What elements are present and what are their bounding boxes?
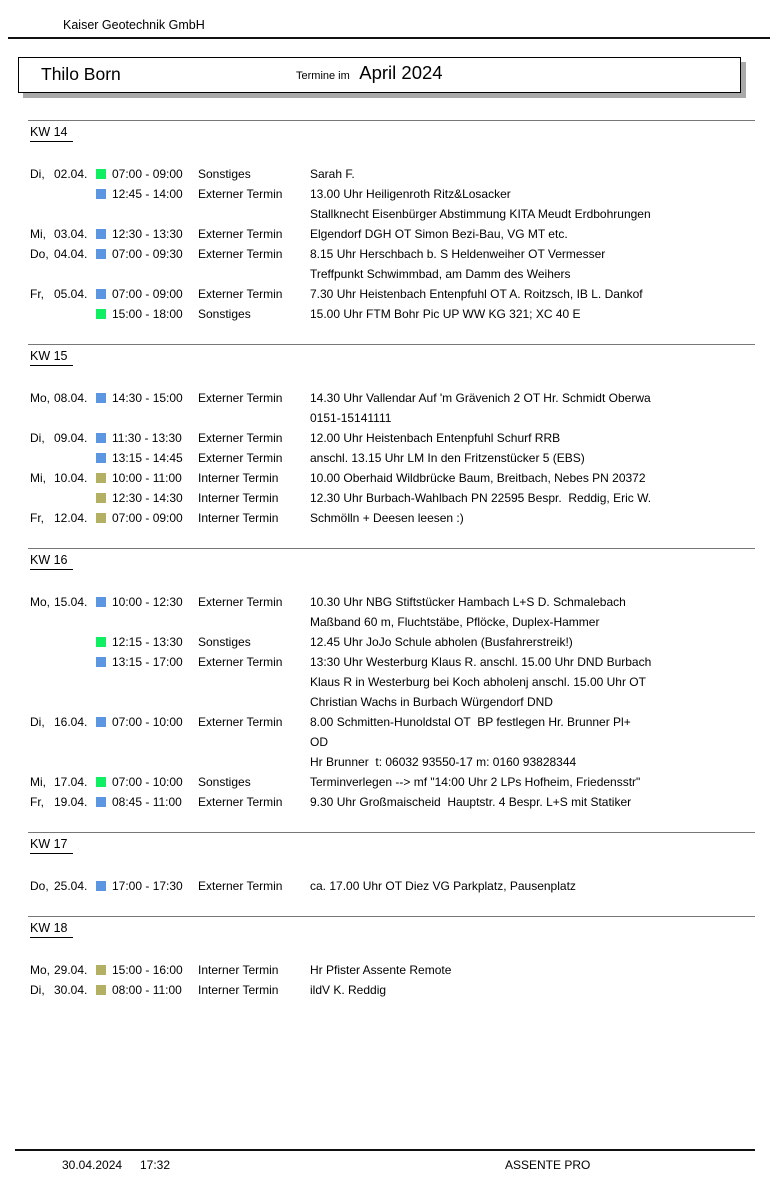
appointment-description <box>310 592 780 632</box>
appointment-description-line: OD <box>310 735 328 749</box>
appointment-description <box>310 772 780 792</box>
report-title <box>296 62 443 84</box>
appointment-description <box>310 468 780 488</box>
category-color-cell <box>96 508 112 523</box>
appointment-category: Externer Termin <box>198 391 283 405</box>
appointment-date-value: 02.04. <box>54 167 88 181</box>
category-color-icon <box>96 433 106 443</box>
category-color-cell <box>96 772 112 787</box>
appointment-list <box>0 960 780 1000</box>
appointment-date <box>30 592 96 612</box>
appointment-time: 15:00 - 18:00 <box>112 307 183 321</box>
appointment-description-line: anschl. 13.15 Uhr LM In den Fritzenstücker 5 (EBS) <box>310 451 585 465</box>
category-color-icon <box>96 657 106 667</box>
appointment-time: 10:00 - 11:00 <box>112 471 182 485</box>
appointment-time: 14:30 - 15:00 <box>112 391 183 405</box>
appointment-date-value: 19.04. <box>54 795 88 809</box>
appointment-row <box>30 244 780 284</box>
appointment-category: Externer Termin <box>198 227 283 241</box>
appointment-list <box>0 592 780 812</box>
appointment-day: Mo, <box>30 595 51 609</box>
appointment-time: 13:15 - 17:00 <box>112 655 183 669</box>
category-color-icon <box>96 777 106 787</box>
appointment-day: Mo, <box>30 963 51 977</box>
appointment-description <box>310 388 780 428</box>
appointment-date <box>30 632 96 652</box>
appointment-date <box>30 960 96 980</box>
appointment-category: Interner Termin <box>198 511 279 525</box>
appointment-date <box>30 164 96 184</box>
appointment-date-value: 09.04. <box>54 431 88 445</box>
appointment-description <box>310 488 780 508</box>
category-color-cell <box>96 792 112 807</box>
appointment-description-line: Schmölln + Deesen leesen :) <box>310 511 464 525</box>
appointment-day: Di, <box>30 431 45 445</box>
appointment-description-line: 13.00 Uhr Heiligenroth Ritz&Losacker <box>310 187 511 201</box>
week-divider <box>28 832 755 833</box>
appointment-description-line: 12.00 Uhr Heistenbach Entenpfuhl Schurf RRB <box>310 431 561 445</box>
appointment-description-line: 12.45 Uhr JoJo Schule abholen (Busfahrerstreik!) <box>310 635 573 649</box>
appointment-row <box>30 772 780 792</box>
appointment-description-line: ildV K. Reddig <box>310 983 387 997</box>
appointment-description-line: Klaus R in Westerburg bei Koch abholenj anschl. 15.00 Uhr OT <box>310 675 646 689</box>
appointment-description-line: 12.30 Uhr Burbach-Wahlbach PN 22595 Bespr. Reddig, Eric W. <box>310 491 652 505</box>
appointment-time: 08:45 - 11:00 <box>112 795 182 809</box>
week-divider <box>28 344 755 345</box>
appointment-category: Sonstiges <box>198 635 251 649</box>
appointment-category: Sonstiges <box>198 167 251 181</box>
category-color-cell <box>96 428 112 443</box>
appointment-time: 17:00 - 17:30 <box>112 879 183 893</box>
appointment-date <box>30 712 96 732</box>
appointment-description-line: 7.30 Uhr Heistenbach Entenpfuhl OT A. Roitzsch, IB L. Dankof <box>310 287 643 301</box>
week-divider <box>28 120 755 121</box>
appointment-day: Mo, <box>30 391 51 405</box>
appointment-description <box>310 224 780 244</box>
category-color-icon <box>96 453 106 463</box>
appointment-time: 13:15 - 14:45 <box>112 451 183 465</box>
footer-app-name: ASSENTE PRO <box>505 1158 591 1172</box>
appointment-day: Mi, <box>30 471 46 485</box>
appointment-date <box>30 428 96 448</box>
category-color-icon <box>96 637 106 647</box>
appointment-time: 07:00 - 09:30 <box>112 247 183 261</box>
appointment-description <box>310 448 780 468</box>
appointment-category: Sonstiges <box>198 775 251 789</box>
appointment-date <box>30 224 96 244</box>
appointment-description <box>310 652 780 712</box>
appointment-description-line: Hr Pfister Assente Remote <box>310 963 452 977</box>
appointment-date-value: 17.04. <box>54 775 88 789</box>
appointment-time: 07:00 - 09:00 <box>112 167 183 181</box>
appointment-time: 12:30 - 14:30 <box>112 491 183 505</box>
appointment-category: Externer Termin <box>198 715 283 729</box>
appointment-category: Externer Termin <box>198 187 283 201</box>
appointment-description-line: 15.00 Uhr FTM Bohr Pic UP WW KG 321; XC 40 E <box>310 307 581 321</box>
appointment-row <box>30 960 780 980</box>
appointment-date <box>30 792 96 812</box>
appointment-description <box>310 428 780 448</box>
appointment-description-line: Stallknecht Eisenbürger Abstimmung KITA Meudt Erdbohrungen <box>310 207 651 221</box>
category-color-cell <box>96 960 112 975</box>
category-color-cell <box>96 712 112 727</box>
week-section <box>0 120 780 324</box>
appointment-row <box>30 428 780 448</box>
category-color-cell <box>96 876 112 891</box>
category-color-cell <box>96 468 112 483</box>
category-color-cell <box>96 304 112 319</box>
appointment-category: Externer Termin <box>198 431 283 445</box>
appointment-list <box>0 164 780 324</box>
appointment-time: 15:00 - 16:00 <box>112 963 183 977</box>
category-color-cell <box>96 448 112 463</box>
appointment-date-value: 10.04. <box>54 471 88 485</box>
appointment-day: Mi, <box>30 227 46 241</box>
category-color-icon <box>96 985 106 995</box>
appointment-date <box>30 488 96 508</box>
appointment-category: Externer Termin <box>198 247 283 261</box>
appointment-time: 12:30 - 13:30 <box>112 227 183 241</box>
category-color-icon <box>96 513 106 523</box>
appointment-date <box>30 448 96 468</box>
appointment-row <box>30 876 780 896</box>
category-color-cell <box>96 652 112 667</box>
category-color-cell <box>96 592 112 607</box>
appointment-day: Mi, <box>30 775 46 789</box>
appointment-description <box>310 184 780 224</box>
appointment-row <box>30 448 780 468</box>
appointment-date <box>30 508 96 528</box>
appointment-date <box>30 304 96 324</box>
appointment-row <box>30 712 780 772</box>
category-color-cell <box>96 388 112 403</box>
week-section <box>0 832 780 896</box>
category-color-icon <box>96 473 106 483</box>
appointment-description <box>310 712 780 772</box>
appointment-time: 07:00 - 10:00 <box>112 715 183 729</box>
appointment-day: Fr, <box>30 795 44 809</box>
report-title-box <box>18 57 741 93</box>
appointment-category: Interner Termin <box>198 471 279 485</box>
appointment-date-value: 16.04. <box>54 715 88 729</box>
category-color-icon <box>96 965 106 975</box>
appointment-date-value: 25.04. <box>54 879 88 893</box>
appointment-row <box>30 164 780 184</box>
appointment-description <box>310 244 780 284</box>
appointment-description-line: Maßband 60 m, Fluchtstäbe, Pflöcke, Duplex-Hammer <box>310 615 600 629</box>
appointment-date <box>30 876 96 896</box>
appointment-date-value: 04.04. <box>54 247 88 261</box>
appointment-row <box>30 980 780 1000</box>
appointment-day: Di, <box>30 167 45 181</box>
appointment-row <box>30 508 780 528</box>
appointment-row <box>30 488 780 508</box>
appointment-description-line: 14.30 Uhr Vallendar Auf 'm Grävenich 2 OT Hr. Schmidt Oberwa <box>310 391 651 405</box>
category-color-icon <box>96 717 106 727</box>
appointment-category: Externer Termin <box>198 595 283 609</box>
week-section <box>0 344 780 528</box>
appointment-category: Interner Termin <box>198 983 279 997</box>
category-color-icon <box>96 881 106 891</box>
footer-divider <box>15 1149 755 1151</box>
appointment-description-line: 13:30 Uhr Westerburg Klaus R. anschl. 15.00 Uhr DND Burbach <box>310 655 652 669</box>
appointment-date <box>30 244 96 264</box>
appointment-description-line: Christian Wachs in Burbach Würgendorf DND <box>310 695 553 709</box>
week-section <box>0 548 780 812</box>
appointment-date-value: 05.04. <box>54 287 88 301</box>
appointment-description-line: 0151-15141111 <box>310 411 392 425</box>
category-color-icon <box>96 493 106 503</box>
category-color-icon <box>96 393 106 403</box>
appointment-time: 12:45 - 14:00 <box>112 187 183 201</box>
category-color-icon <box>96 289 106 299</box>
appointment-day: Do, <box>30 247 49 261</box>
appointment-description-line: 8.15 Uhr Herschbach b. S Heldenweiher OT Vermesser <box>310 247 606 261</box>
appointment-description-line: Elgendorf DGH OT Simon Bezi-Bau, VG MT etc. <box>310 227 568 241</box>
appointment-row <box>30 592 780 632</box>
appointment-category: Externer Termin <box>198 287 283 301</box>
appointment-time: 07:00 - 09:00 <box>112 287 183 301</box>
company-name: Kaiser Geotechnik GmbH <box>63 18 205 32</box>
appointment-description-line: Treffpunkt Schwimmbad, am Damm des Weihers <box>310 267 571 281</box>
appointment-row <box>30 184 780 224</box>
category-color-cell <box>96 184 112 199</box>
appointment-row <box>30 632 780 652</box>
category-color-icon <box>96 189 106 199</box>
header-divider <box>8 37 770 39</box>
appointment-row <box>30 284 780 304</box>
footer-print-time: 17:32 <box>140 1158 171 1172</box>
appointment-description <box>310 792 780 812</box>
appointment-category: Sonstiges <box>198 307 251 321</box>
appointment-time: 07:00 - 10:00 <box>112 775 183 789</box>
appointment-description <box>310 164 780 184</box>
appointment-date <box>30 388 96 408</box>
appointment-category: Externer Termin <box>198 879 283 893</box>
appointment-description-line: ca. 17.00 Uhr OT Diez VG Parkplatz, Pausenplatz <box>310 879 576 893</box>
appointment-description-line: 8.00 Schmitten-Hunoldstal OT BP festlegen Hr. Brunner Pl+ <box>310 715 631 729</box>
appointment-description-line: 9.30 Uhr Großmaischeid Hauptstr. 4 Bespr. L+S mit Statiker <box>310 795 632 809</box>
category-color-cell <box>96 284 112 299</box>
appointment-category: Interner Termin <box>198 963 279 977</box>
appointment-category: Interner Termin <box>198 491 279 505</box>
appointment-description <box>310 508 780 528</box>
report-title-prefix: Termine im <box>296 70 350 82</box>
week-divider <box>28 548 755 549</box>
appointment-date <box>30 772 96 792</box>
appointment-row <box>30 224 780 244</box>
appointment-row <box>30 652 780 712</box>
appointment-time: 07:00 - 09:00 <box>112 511 183 525</box>
category-color-icon <box>96 249 106 259</box>
week-label: KW 14 <box>30 125 73 142</box>
category-color-icon <box>96 797 106 807</box>
week-label: KW 15 <box>30 349 73 366</box>
appointment-day: Di, <box>30 715 45 729</box>
appointment-time: 08:00 - 11:00 <box>112 983 182 997</box>
appointment-category: Externer Termin <box>198 655 283 669</box>
appointment-date-value: 03.04. <box>54 227 88 241</box>
sections <box>0 120 780 1020</box>
appointment-description-line: 10.30 Uhr NBG Stiftstücker Hambach L+S D. Schmalebach <box>310 595 626 609</box>
appointment-description <box>310 284 780 304</box>
category-color-cell <box>96 164 112 179</box>
appointment-description <box>310 632 780 652</box>
category-color-cell <box>96 224 112 239</box>
appointment-date <box>30 468 96 488</box>
appointment-date <box>30 284 96 304</box>
week-section <box>0 916 780 1000</box>
appointment-description-line: 10.00 Oberhaid Wildbrücke Baum, Breitbach, Nebes PN 20372 <box>310 471 646 485</box>
appointment-list <box>0 876 780 896</box>
category-color-icon <box>96 597 106 607</box>
appointment-description <box>310 304 780 324</box>
report-month: April 2024 <box>359 62 443 83</box>
appointment-time: 10:00 - 12:30 <box>112 595 183 609</box>
appointment-date-value: 30.04. <box>54 983 88 997</box>
appointment-day: Fr, <box>30 287 44 301</box>
week-divider <box>28 916 755 917</box>
person-name: Thilo Born <box>41 64 121 84</box>
category-color-icon <box>96 309 106 319</box>
appointment-description <box>310 876 780 896</box>
appointment-date-value: 12.04. <box>54 511 88 525</box>
appointment-day: Di, <box>30 983 45 997</box>
appointment-description-line: Hr Brunner t: 06032 93550-17 m: 0160 93828344 <box>310 755 577 769</box>
appointment-day: Do, <box>30 879 49 893</box>
category-color-icon <box>96 229 106 239</box>
appointment-time: 11:30 - 13:30 <box>112 431 182 445</box>
week-label: KW 16 <box>30 553 73 570</box>
appointment-row <box>30 388 780 428</box>
appointment-date <box>30 652 96 672</box>
appointment-date <box>30 184 96 204</box>
appointment-category: Externer Termin <box>198 795 283 809</box>
category-color-cell <box>96 488 112 503</box>
appointment-description-line: Sarah F. <box>310 167 355 181</box>
appointment-date-value: 29.04. <box>54 963 88 977</box>
category-color-cell <box>96 244 112 259</box>
appointment-date <box>30 980 96 1000</box>
appointment-date-value: 08.04. <box>54 391 88 405</box>
appointment-description-line: Terminverlegen --> mf "14:00 Uhr 2 LPs Hofheim, Friedensstr" <box>310 775 641 789</box>
week-label: KW 18 <box>30 921 73 938</box>
appointment-row <box>30 468 780 488</box>
appointment-date-value: 15.04. <box>54 595 88 609</box>
category-color-cell <box>96 980 112 995</box>
appointment-list <box>0 388 780 528</box>
appointment-row <box>30 792 780 812</box>
appointment-description <box>310 960 780 980</box>
appointment-description <box>310 980 780 1000</box>
appointment-category: Externer Termin <box>198 451 283 465</box>
category-color-cell <box>96 632 112 647</box>
appointment-day: Fr, <box>30 511 44 525</box>
week-label: KW 17 <box>30 837 73 854</box>
footer-print-date: 30.04.2024 <box>62 1158 123 1172</box>
appointment-time: 12:15 - 13:30 <box>112 635 183 649</box>
appointment-row <box>30 304 780 324</box>
category-color-icon <box>96 169 106 179</box>
